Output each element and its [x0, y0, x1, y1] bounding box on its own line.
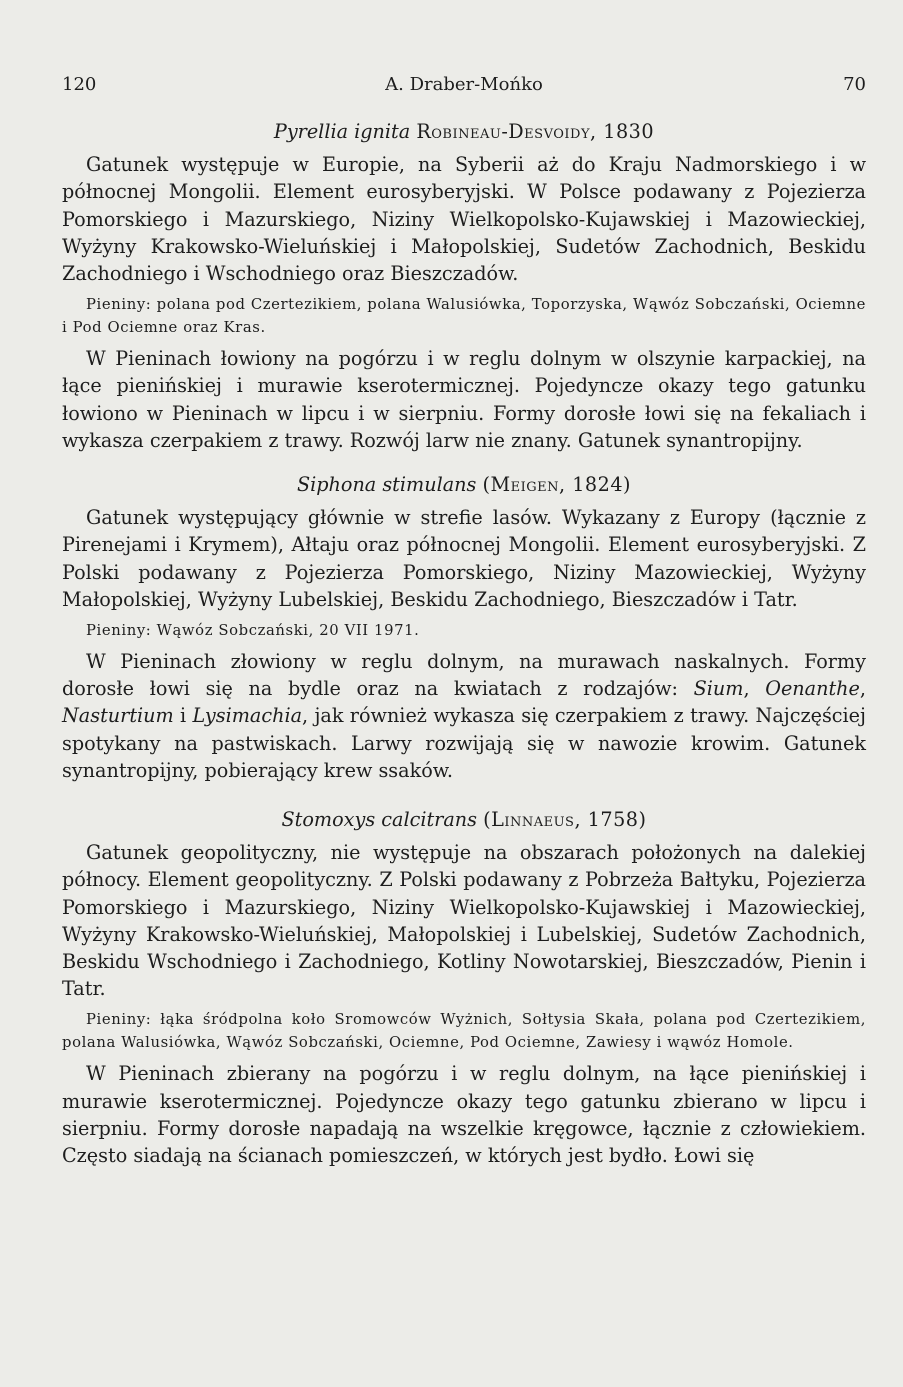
species-author: (Linnaeus, 1758) [483, 808, 647, 832]
species-heading [62, 471, 866, 498]
separator: i [173, 704, 193, 728]
notes-text: W Pieninach złowiony w reglu dolnym, na murawach naskalnych. Formy dorosłe łowi się na bydle oraz na kwiatach z rodzajów: [62, 650, 866, 701]
species-heading [62, 118, 866, 145]
genus-name: Oenanthe [765, 677, 860, 701]
genus-name: Sium [693, 677, 744, 701]
species-description: Gatunek występuje w Europie, na Syberii aż do Kraju Nadmorskiego i w północnej Mongolii. Element eurosyberyjski. W Polsce podawany z Pojezierza Pomorskiego i Mazurskiego, Niziny Wielkopolsko-Kujawskiej i Mazowieckiej, Wyżyny Krakowsko-Wieluńskiej i Małopolskiej, Sudetów Zachodnich, Beskidu Zachodniego i Wschodniego oraz Bieszczadów. [62, 153, 866, 286]
species-notes: W Pieninach zbierany na pogórzu i w reglu dolnym, na łące pienińskiej i murawie kserotermicznej. Pojedyncze okazy tego gatunku zbierano w lipcu i sierpniu. Formy dorosłe napadają na wszelkie kręgowce, łącznie z człowiekiem. Często siadają na ścianach pomieszczeń, w których jest bydło. Łowi się [62, 1062, 866, 1168]
page-number: 120 [62, 74, 97, 95]
genus-name: Lysimachia [192, 704, 303, 728]
species-notes: W Pieninach łowiony na pogórzu i w reglu dolnym w olszynie karpackiej, na łące pienińskiej i murawie kserotermicznej. Pojedyncze okazy tego gatunku łowiono w Pieninach w lipcu i w sierpniu. Formy dorosłe łowi się na fekaliach i wykasza czerpakiem z trawy. Rozwój larw nie znany. Gatunek synantropijny. [62, 347, 866, 452]
separator: , [859, 677, 866, 701]
section-number: 70 [843, 74, 866, 95]
species-author: Robineau-Desvoidy, 1830 [416, 120, 655, 143]
species-notes [62, 648, 866, 784]
notes-text: , jak również wykasza się czerpakiem z trawy. Najczęściej spotykany na pastwiskach. Larwy rozwijają się w nawozie krowim. Gatunek synantropijny, pobierający krew ssaków. [62, 704, 866, 782]
species-localities: Pieniny: Wąwóz Sobczański, 20 VII 1971. [86, 622, 420, 640]
page-body [62, 118, 866, 1169]
species-name: Pyrellia ignita [273, 120, 411, 143]
separator: , [743, 677, 766, 701]
species-heading [62, 806, 866, 833]
species-localities: Pieniny: polana pod Czertezikiem, polana Walusiówka, Toporzyska, Wąwóz Sobczański, Ociemne i Pod Ociemne oraz Kras. [62, 296, 866, 337]
species-author: (Meigen, 1824) [482, 473, 632, 497]
species-localities: Pieniny: łąka śródpolna koło Sromowców Wyżnich, Sołtysia Skała, polana pod Czertezikiem, polana Walusiówka, Wąwóz Sobczański, Ociemne, Pod Ociemne, Zawiesy i wąwóz Homole. [62, 1011, 866, 1052]
species-description: Gatunek geopolityczny, nie występuje na obszarach położonych na dalekiej północy. Element geopolityczny. Z Polski podawany z Pobrzeża Bałtyku, Pojezierza Pomorskiego i Mazurskiego, Niziny Wielkopolsko-Kujawskiej i Mazowieckiej, Wyżyny Krakowsko-Wieluńskiej, Małopolskiej i Lubelskiej, Sudetów Zachodnich, Beskidu Wschodniego i Zachodniego, Kotliny Nowotarskiej, Bieszczadów, Pienin i Tatr. [62, 841, 866, 1001]
running-title: A. Draber-Mońko [385, 74, 543, 95]
genus-name: Nasturtium [62, 704, 174, 728]
species-name: Siphona stimulans [296, 473, 477, 497]
species-name: Stomoxys calcitrans [281, 808, 477, 832]
species-description: Gatunek występujący głównie w strefie lasów. Wykazany z Europy (łącznie z Pirenejami i Krymem), Ałtaju oraz północnej Mongolii. Element eurosyberyjski. Z Polski podawany z Pojezierza Pomorskiego, Niziny Mazowieckiej, Wyżyny Małopolskiej, Wyżyny Lubelskiej, Beskidu Zachodniego, Bieszczadów i Tatr. [62, 506, 866, 611]
page-header [62, 70, 866, 100]
